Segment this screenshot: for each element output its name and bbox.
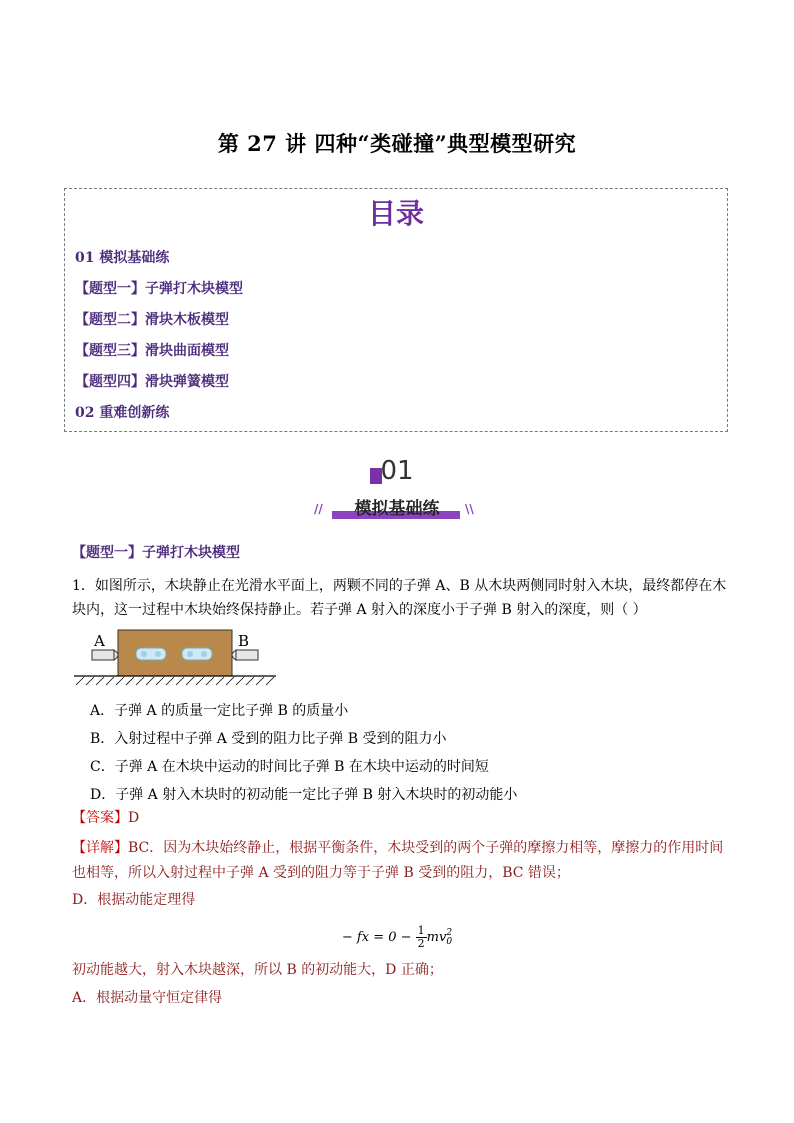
kinetic-energy-formula: − fx = 0 − $\frac{1}{2}mv$ 2 0	[341, 924, 453, 950]
bullet-b-outside	[232, 650, 258, 660]
answer-tag: 【答案】	[72, 810, 128, 826]
detail-line3: D．根据动能定理得	[72, 892, 196, 908]
section-badge	[0, 456, 794, 526]
toc-item[interactable]: 01 模拟基础练	[75, 250, 170, 266]
choice-d[interactable]: D．子弹 A 射入木块时的初动能一定比子弹 B 射入木块时的初动能小	[90, 787, 518, 803]
question-stem-line1: 1．如图所示，木块静止在光滑水平面上，两颗不同的子弹 A、B 从木块两侧同时射入木块，最终都停在木	[72, 578, 727, 594]
section-number: 01	[380, 456, 414, 486]
choice-c[interactable]: C．子弹 A 在木块中运动的时间比子弹 B 在木块中运动的时间短	[90, 759, 489, 775]
bullet-inside-left	[136, 648, 166, 660]
detail-line2: 也相等，所以入射过程中子弹 A 受到的阻力等于子弹 B 受到的阻力，BC 错误；	[72, 865, 570, 881]
toc-item[interactable]: 【题型二】滑块木板模型	[75, 312, 229, 328]
choice-a[interactable]: A．子弹 A 的质量一定比子弹 B 的质量小	[90, 703, 349, 719]
toc-item[interactable]: 【题型一】子弹打木块模型	[75, 281, 243, 297]
label-b: B	[238, 632, 250, 650]
fraction-one-half: $\frac{1}{2}$	[417, 924, 425, 950]
bullet-block-diagram	[72, 628, 282, 690]
toc-heading: 目录	[367, 197, 424, 230]
toc-item[interactable]: 【题型三】滑块曲面模型	[75, 343, 229, 359]
bullet-a-outside	[92, 650, 118, 660]
ground-hatching	[76, 677, 274, 685]
section-label: 模拟基础练	[354, 499, 440, 519]
detail-line5: A．根据动量守恒定律得	[72, 990, 223, 1006]
table-of-contents	[64, 188, 728, 432]
answer-line	[72, 806, 728, 830]
decor-slash-left: //	[314, 502, 323, 516]
detail-line1: 【详解】BC．因为木块始终静止，根据平衡条件，木块受到的两个子弹的摩擦力相等，摩擦力的作用时间	[72, 840, 724, 856]
detail-tag: 【详解】	[72, 840, 128, 856]
toc-item[interactable]: 【题型四】滑块弹簧模型	[75, 374, 229, 390]
page-title: 第 27 讲 四种“类碰撞”典型模型研究	[217, 131, 577, 156]
decor-slash-right: \\	[465, 502, 474, 516]
question-stem-line2: 块内，这一过程中木块始终保持静止。若子弹 A 射入的深度小于子弹 B 射入的深度，则（ ）	[72, 602, 647, 618]
bullet-inside-right	[182, 648, 212, 660]
label-a: A	[94, 632, 105, 650]
detail-line4: 初动能越大，射入木块越深，所以 B 的初动能大，D 正确；	[72, 962, 443, 978]
choice-b[interactable]: B．入射过程中子弹 A 受到的阻力比子弹 B 受到的阻力小	[90, 731, 447, 747]
wood-block	[118, 630, 232, 676]
toc-item[interactable]: 02 重难创新练	[75, 405, 170, 421]
question-type-heading: 【题型一】子弹打木块模型	[72, 545, 240, 561]
answer-value: D	[128, 810, 140, 826]
